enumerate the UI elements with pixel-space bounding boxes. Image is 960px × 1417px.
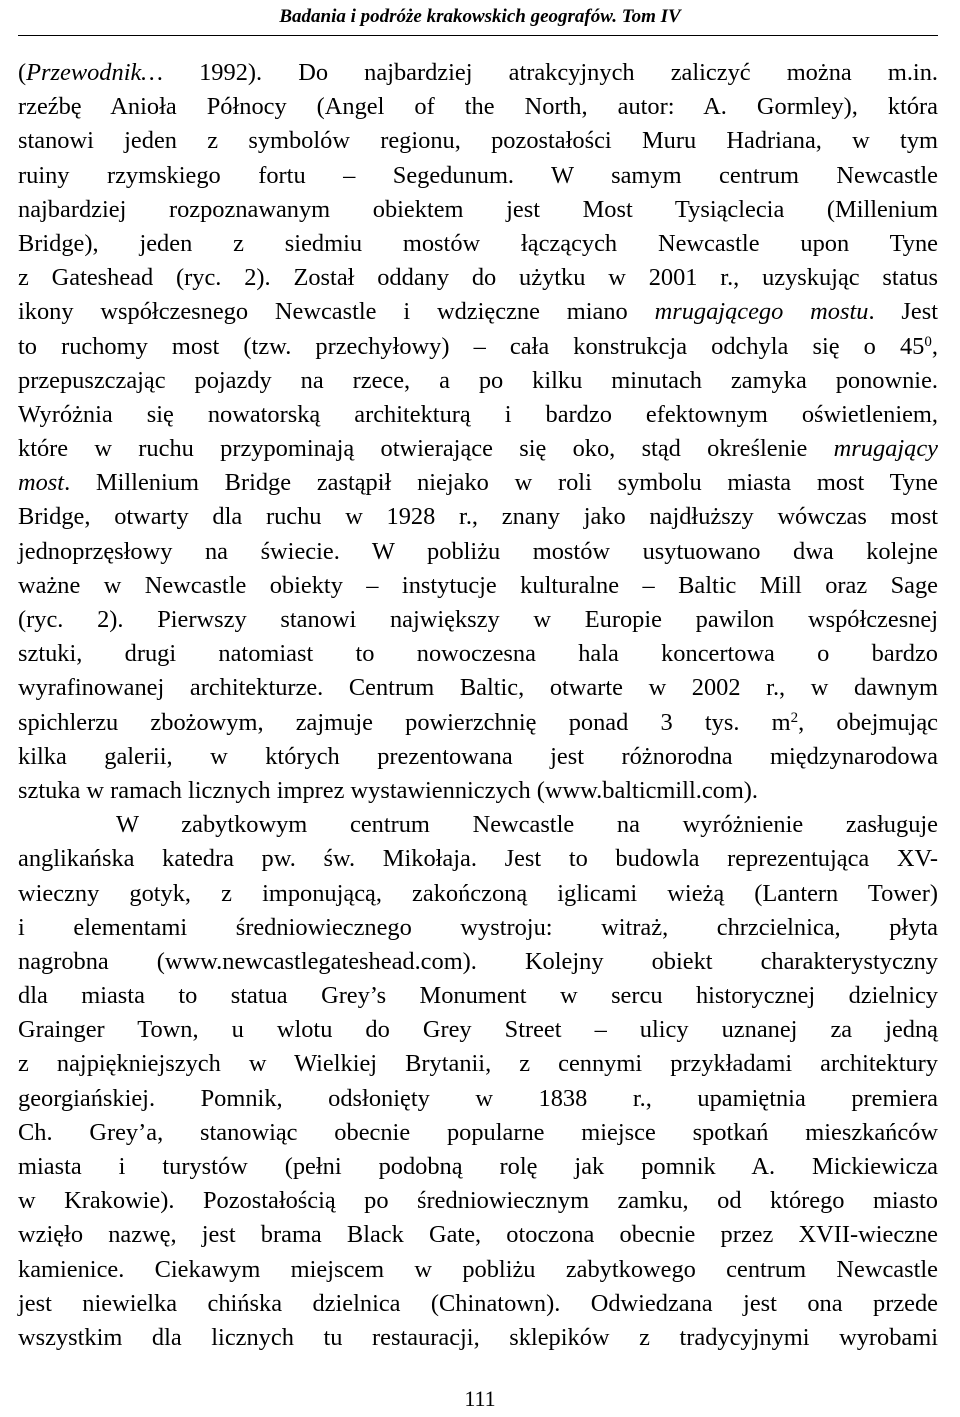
- text-segment: sztuka w ramach licznych imprez wystawienniczych (www.balticmill.com).: [18, 776, 759, 804]
- text-segment: wyrafinowanej architekturze. Centrum Baltic, otwarte w 2002 r., w dawnym: [18, 674, 938, 702]
- text-line: [18, 364, 938, 398]
- text-segment: które w ruchu przypominają otwierające się oko, stąd określenie: [18, 435, 834, 463]
- header-rule: [18, 35, 938, 36]
- text-segment: z Gateshead (ryc. 2). Został oddany do użytku w 2001 r., uzyskując status: [18, 264, 938, 292]
- text-line: [18, 671, 938, 705]
- text-segment: jednoprzęsłowy na świecie. W pobliżu mostów usytuowano dwa kolejne: [18, 537, 938, 565]
- text-line: [18, 432, 938, 466]
- text-segment: najbardziej rozpoznawanym obiektem jest Most Tysiąclecia (Millenium: [18, 195, 938, 223]
- text-line: [18, 1013, 938, 1047]
- text-line: [18, 808, 938, 842]
- text-line: [18, 1116, 938, 1150]
- running-head: Badania i podróże krakowskich geografów. Tom IV: [279, 6, 681, 27]
- text-line: [18, 295, 938, 329]
- text-line: [18, 330, 938, 364]
- text-segment: kamienice. Ciekawym miejscem w pobliżu zabytkowego centrum Newcastle: [18, 1255, 938, 1283]
- text-segment: w Krakowie). Pozostałością po średniowiecznym zamku, od którego miasto: [18, 1187, 938, 1215]
- text-line: [18, 877, 938, 911]
- text-segment: kilka galerii, w których prezentowana jest różnorodna międzynarodowa: [18, 742, 938, 770]
- text-segment: to ruchomy most (tzw. przechyłowy) – cała konstrukcja odchyla się o 45: [18, 332, 925, 360]
- text-line: [18, 569, 938, 603]
- text-segment: ruiny rzymskiego fortu – Segedunum. W samym centrum Newcastle: [18, 161, 938, 189]
- italic-text: mrugający: [833, 435, 938, 463]
- text-line: [18, 535, 938, 569]
- text-line: [18, 774, 938, 808]
- text-line: [18, 706, 938, 740]
- text-segment: , obejmując: [798, 708, 938, 736]
- text-segment: (: [18, 59, 27, 86]
- text-segment: Wyróżnia się nowatorską architekturą i bardzo efektownym oświetleniem,: [18, 400, 938, 428]
- text-line: [18, 398, 938, 432]
- italic-text: mrugającego mostu: [654, 298, 869, 326]
- body-text: [18, 56, 938, 1355]
- text-line: [18, 90, 938, 124]
- text-segment: jest niewielka chińska dzielnica (Chinatown). Odwiedzana jest ona przede: [18, 1289, 938, 1317]
- text-segment: Bridge, otwarty dla ruchu w 1928 r., znany jako najdłuższy wówczas most: [18, 503, 938, 531]
- text-line: [18, 945, 938, 979]
- text-line: [18, 261, 938, 295]
- text-line: [18, 227, 938, 261]
- text-line: [18, 1082, 938, 1116]
- text-line: [18, 1047, 938, 1081]
- text-line: [18, 1218, 938, 1252]
- text-segment: rzeźbę Anioła Północy (Angel of the North, autor: A. Gormley), która: [18, 93, 938, 121]
- text-segment: stanowi jeden z symbolów regionu, pozostałości Muru Hadriana, w tym: [18, 127, 938, 155]
- text-segment: 1992). Do najbardziej atrakcyjnych zaliczyć można m.in.: [162, 59, 938, 86]
- text-segment: . Jest: [868, 298, 938, 326]
- text-segment: georgiańskiej. Pomnik, odsłonięty w 1838 r., upamiętnia premiera: [18, 1084, 938, 1112]
- text-segment: dla miasta to statua Grey’s Monument w sercu historycznej dzielnicy: [18, 982, 938, 1010]
- text-line: [18, 1287, 938, 1321]
- text-line: [18, 1253, 938, 1287]
- superscript: 2: [790, 709, 799, 726]
- text-line: [18, 124, 938, 158]
- text-line: [18, 979, 938, 1013]
- italic-text: Przewodnik…: [26, 59, 163, 86]
- text-segment: Bridge), jeden z siedmiu mostów łączących Newcastle upon Tyne: [18, 229, 938, 257]
- text-line: [18, 842, 938, 876]
- text-line: [18, 466, 938, 500]
- superscript: 0: [924, 333, 932, 350]
- text-line: [18, 1321, 938, 1355]
- text-segment: wszystkim dla licznych tu restauracji, sklepików z tradycyjnymi wyrobami: [18, 1323, 938, 1351]
- text-segment: W zabytkowym centrum Newcastle na wyróżnienie zasługuje: [116, 811, 938, 839]
- text-line: [18, 911, 938, 945]
- text-segment: z najpiękniejszych w Wielkiej Brytanii, z cennymi przykładami architektury: [18, 1050, 938, 1078]
- text-segment: spichlerzu zbożowym, zajmuje powierzchnię ponad 3 tys. m: [18, 708, 791, 736]
- text-segment: ,: [931, 332, 938, 360]
- text-segment: miasta i turystów (pełni podobną rolę jak pomnik A. Mickiewicza: [18, 1153, 938, 1180]
- text-line: [18, 1150, 938, 1184]
- page-number: 111: [464, 1386, 496, 1411]
- text-line: [18, 603, 938, 637]
- text-segment: anglikańska katedra pw. św. Mikołaja. Jest to budowla reprezentująca XV-: [18, 845, 938, 873]
- text-line: [18, 56, 938, 90]
- text-segment: Ch. Grey’a, stanowiąc obecnie popularne miejsce spotkań mieszkańców: [18, 1118, 938, 1146]
- text-segment: ikony współczesnego Newcastle i wdzięczne miano: [18, 298, 655, 326]
- text-line: [18, 193, 938, 227]
- text-segment: ważne w Newcastle obiekty – instytucje kulturalne – Baltic Mill oraz Sage: [18, 571, 938, 599]
- text-segment: i elementami średniowiecznego wystroju: witraż, chrzcielnica, płyta: [18, 913, 938, 941]
- text-segment: sztuki, drugi natomiast to nowoczesna hala koncertowa o bardzo: [18, 640, 938, 668]
- text-line: [18, 637, 938, 671]
- text-segment: . Millenium Bridge zastąpił niejako w roli symbolu miasta most Tyne: [64, 469, 938, 497]
- text-line: [18, 740, 938, 774]
- text-segment: wieczny gotyk, z imponującą, zakończoną iglicami wieżą (Lantern Tower): [18, 879, 938, 907]
- text-segment: przepuszczając pojazdy na rzece, a po kilku minutach zamyka ponownie.: [18, 366, 938, 394]
- text-line: [18, 1184, 938, 1218]
- text-line: [18, 159, 938, 193]
- text-segment: (ryc. 2). Pierwszy stanowi największy w Europie pawilon współczesnej: [18, 606, 938, 633]
- text-segment: Grainger Town, u wlotu do Grey Street – ulicy uznanej za jedną: [18, 1016, 938, 1044]
- italic-text: most: [18, 469, 65, 497]
- text-segment: nagrobna (www.newcastlegateshead.com). Kolejny obiekt charakterystyczny: [18, 947, 938, 975]
- text-line: [18, 500, 938, 534]
- text-segment: wzięło nazwę, jest brama Black Gate, otoczona obecnie przez XVII-wieczne: [18, 1221, 938, 1249]
